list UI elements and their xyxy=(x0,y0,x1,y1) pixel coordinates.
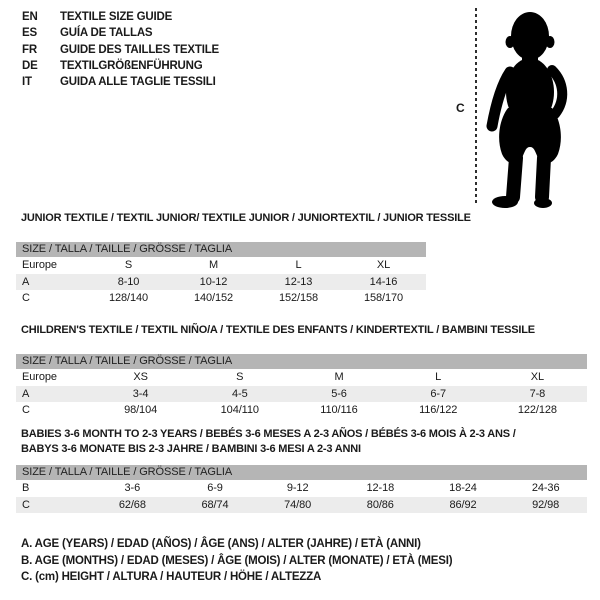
size-cell: L xyxy=(295,259,302,271)
age-cell: 6-7 xyxy=(430,387,446,400)
age-cell: 24-36 xyxy=(531,482,560,494)
age-cell: 5-6 xyxy=(331,387,347,400)
row-label: Europe xyxy=(22,371,57,383)
lang-code: ES xyxy=(22,27,37,40)
height-cell: 158/170 xyxy=(363,292,404,304)
table-row-height xyxy=(16,290,426,307)
table-row-height xyxy=(16,402,587,419)
lang-row-fr xyxy=(22,42,219,58)
table-row-age xyxy=(16,274,426,291)
age-cell: 6-9 xyxy=(207,482,223,494)
table-row-age xyxy=(16,386,587,403)
age-cell: 18-24 xyxy=(449,482,477,494)
age-cell: 8-10 xyxy=(117,275,140,288)
row-label: B xyxy=(22,482,30,494)
row-label: Europe xyxy=(22,259,57,271)
toddler-silhouette-icon xyxy=(480,0,600,215)
height-measure-dashed-line xyxy=(475,8,477,206)
babies-title-line1: BABIES 3-6 MONTH TO 2-3 YEARS / BEBÉS 3-6 MESES A 2-3 AÑOS / BÉBÉS 3-6 MOIS À 2-3 ANS / xyxy=(21,428,516,440)
table-row-height xyxy=(16,497,587,514)
age-cell: 12-13 xyxy=(284,275,313,288)
lang-title: TEXTILGRÖßENFÜHRUNG xyxy=(60,60,203,73)
row-label: C xyxy=(22,292,30,304)
lang-title: TEXTILE SIZE GUIDE xyxy=(60,11,173,24)
lang-title: GUIDA ALLE TAGLIE TESSILI xyxy=(60,76,216,89)
height-cell: 152/158 xyxy=(278,292,319,304)
height-cell: 62/68 xyxy=(118,498,146,511)
age-cell: 3-4 xyxy=(132,387,149,400)
age-cell: 12-18 xyxy=(366,482,395,494)
age-cell: 10-12 xyxy=(199,275,228,288)
language-header xyxy=(22,9,219,90)
lang-row-es xyxy=(22,25,219,41)
size-cell: L xyxy=(435,371,442,383)
size-cell: M xyxy=(208,259,219,271)
age-cell: 3-6 xyxy=(124,482,141,494)
height-cell: 110/116 xyxy=(320,404,358,416)
junior-size-table xyxy=(16,242,426,307)
lang-code: EN xyxy=(22,11,38,24)
section-title-babies xyxy=(21,427,516,456)
age-cell: 4-5 xyxy=(231,387,248,400)
footnotes xyxy=(21,536,452,586)
age-cell: 7-8 xyxy=(529,387,546,400)
age-cell: 9-12 xyxy=(286,482,309,494)
table-row-europe xyxy=(16,369,587,386)
row-label: C xyxy=(22,404,30,416)
height-cell: 74/80 xyxy=(284,498,312,511)
size-cell: XS xyxy=(133,371,148,383)
babies-size-table xyxy=(16,465,587,513)
height-cell: 68/74 xyxy=(201,498,229,511)
height-cell: 116/122 xyxy=(419,404,458,416)
lang-row-de xyxy=(22,58,219,74)
size-cell: S xyxy=(236,371,244,383)
height-cell: 86/92 xyxy=(449,498,477,511)
babies-title-line2: BABYS 3-6 MONATE BIS 2-3 JAHRE / BAMBINI 3-6 MESI A 2-3 ANNI xyxy=(21,442,361,455)
lang-title: GUIDE DES TAILLES TEXTILE xyxy=(60,43,219,56)
height-cell: 104/110 xyxy=(220,404,259,416)
height-cell: 122/128 xyxy=(517,404,557,416)
size-header-band: SIZE / TALLA / TAILLE / GRÖSSE / TAGLIA xyxy=(16,354,587,369)
footnote-b: B. AGE (MONTHS) / EDAD (MESES) / ÂGE (MOIS) / ALTER (MONATE) / ETÀ (MESI) xyxy=(21,554,453,567)
lang-title: GUÍA DE TALLAS xyxy=(60,27,153,40)
height-cell: 140/152 xyxy=(193,292,234,304)
lang-code: IT xyxy=(22,76,32,89)
lang-code: FR xyxy=(22,43,37,56)
lang-row-en xyxy=(22,9,219,25)
lang-code: DE xyxy=(22,60,38,73)
row-label: A xyxy=(22,387,30,400)
size-header-band: SIZE / TALLA / TAILLE / GRÖSSE / TAGLIA xyxy=(16,242,426,257)
row-label: C xyxy=(22,498,30,511)
size-header-band: SIZE / TALLA / TAILLE / GRÖSSE / TAGLIA xyxy=(16,465,587,480)
height-cell: 98/104 xyxy=(124,404,158,416)
size-cell: S xyxy=(124,259,133,271)
table-row-age-months xyxy=(16,480,587,497)
height-marker-label: C xyxy=(456,101,465,115)
lang-row-it xyxy=(22,74,219,90)
age-cell: 14-16 xyxy=(369,275,398,288)
footnote-c: C. (cm) HEIGHT / ALTURA / HAUTEUR / HÖHE / ALTEZZA xyxy=(21,571,322,583)
row-label: A xyxy=(22,275,30,288)
height-cell: 92/98 xyxy=(532,498,560,511)
size-cell: M xyxy=(334,371,344,383)
height-cell: 128/140 xyxy=(108,292,149,304)
height-cell: 80/86 xyxy=(366,498,394,511)
section-title-children: CHILDREN'S TEXTILE / TEXTIL NIÑO/A / TEXTILE DES ENFANTS / KINDERTEXTIL / BAMBINI TESSILE xyxy=(21,324,535,336)
table-row-europe xyxy=(16,257,426,274)
section-title-junior: JUNIOR TEXTILE / TEXTIL JUNIOR/ TEXTILE JUNIOR / JUNIORTEXTIL / JUNIOR TESSILE xyxy=(21,212,471,224)
size-cell: XL xyxy=(530,371,545,383)
size-cell: XL xyxy=(376,259,391,271)
footnote-a: A. AGE (YEARS) / EDAD (AÑOS) / ÂGE (ANS) / ALTER (JAHRE) / ETÀ (ANNI) xyxy=(21,538,421,550)
children-size-table xyxy=(16,354,587,419)
